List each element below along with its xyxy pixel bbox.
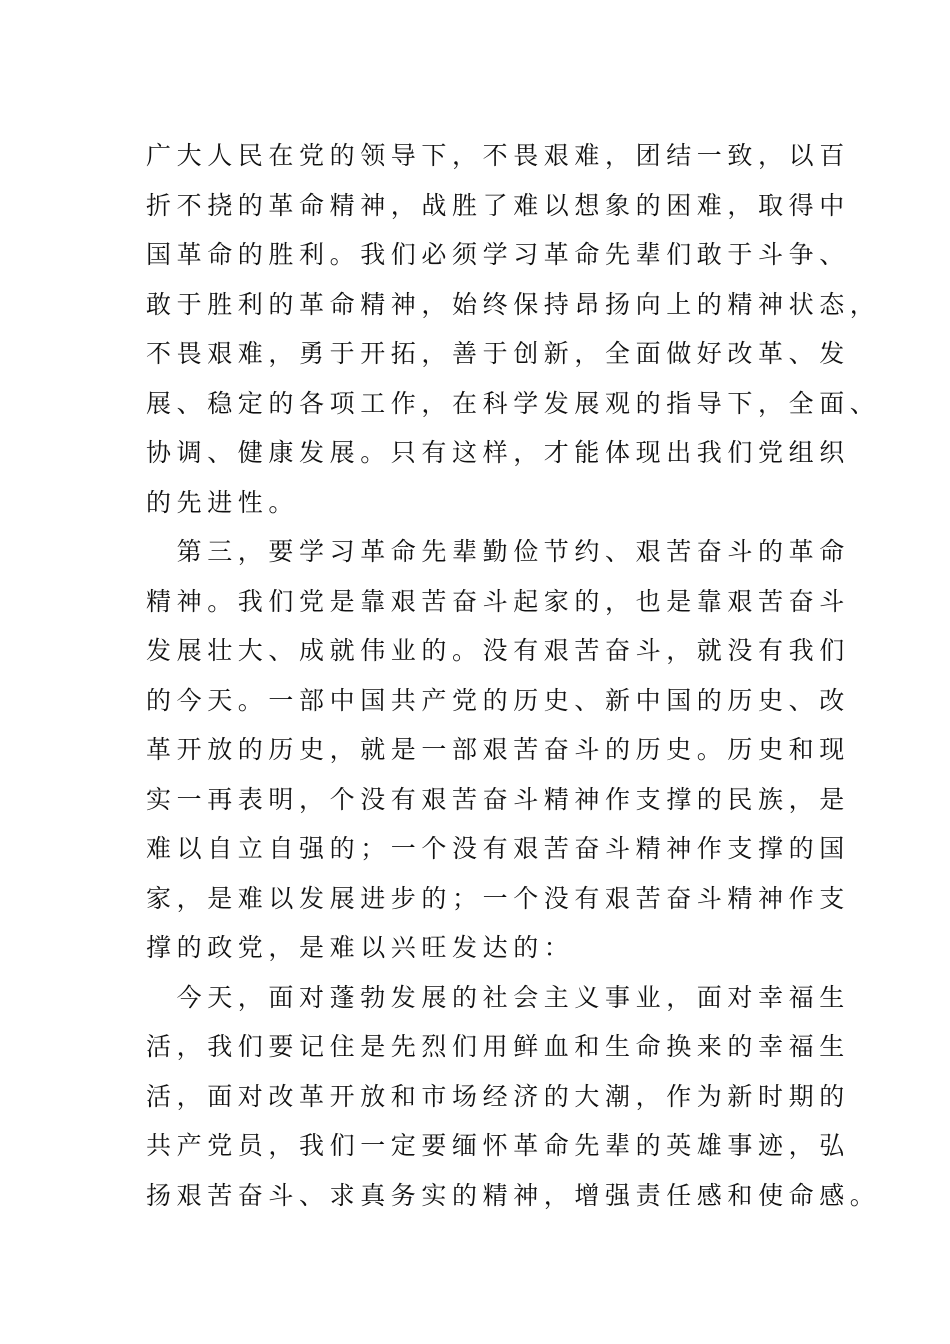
text-line: 实一再表明，个没有艰苦奋斗精神作支撑的民族，是 [146,784,850,814]
text-line: 的先进性。 [146,487,300,517]
text-line: 国革命的胜利。我们必须学习革命先辈们敢于斗争、 [146,240,850,269]
text-line: 精神。我们党是靠艰苦奋斗起家的，也是靠艰苦奋斗 [146,586,850,616]
text-line: 活，面对改革开放和市场经济的大潮，作为新时期的 [146,1081,850,1111]
text-line: 今天，面对蓬勃发展的社会主义事业，面对幸福生 [146,982,850,1012]
text-line: 的今天。一部中国共产党的历史、新中国的历史、改 [146,685,850,715]
text-line: 扬艰苦奋斗、求真务实的精神，增强责任感和使命感。 [146,1180,881,1210]
body-text [146,131,881,1220]
text-line: 难以自立自强的；一个没有艰苦奋斗精神作支撑的国 [146,834,850,863]
text-line: 不畏艰难，勇于开拓，善于创新，全面做好改革、发 [146,339,850,368]
text-line: 发展壮大、成就伟业的。没有艰苦奋斗，就没有我们 [146,636,850,665]
text-line: 折不挠的革命精神，战胜了难以想象的困难，取得中 [146,190,850,220]
text-line: 共产党员，我们一定要缅怀革命先辈的英雄事迹，弘 [146,1131,850,1160]
text-line: 家，是难以发展进步的；一个没有艰苦奋斗精神作支 [146,883,850,913]
text-line: 展、稳定的各项工作，在科学发展观的指导下，全面、 [146,388,881,418]
text-line: 革开放的历史，就是一部艰苦奋斗的历史。历史和现 [146,735,850,764]
text-line: 敢于胜利的革命精神，始终保持昂扬向上的精神状态， [146,289,881,319]
text-line: 第三，要学习革命先辈勤俭节约、艰苦奋斗的革命 [146,537,850,566]
text-line: 广大人民在党的领导下，不畏艰难，团结一致，以百 [146,141,850,170]
text-line: 活，我们要记住是先烈们用鲜血和生命换来的幸福生 [146,1032,850,1061]
text-line: 协调、健康发展。只有这样，才能体现出我们党组织 [146,438,850,467]
text-line: 撑的政党，是难以兴旺发达的： [146,933,575,962]
